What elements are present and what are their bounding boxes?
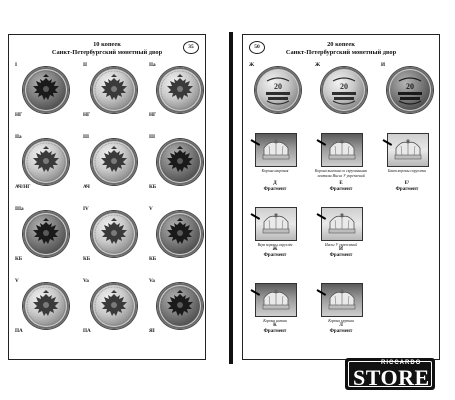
fragment-letter: Д xyxy=(273,181,277,186)
fragment-caption: Корона широкая xyxy=(261,169,289,173)
coin-image xyxy=(157,139,203,185)
fragment-label: Фрагмент xyxy=(263,187,287,192)
fragment-label: Фрагмент xyxy=(329,187,353,192)
coin-reverse-image xyxy=(387,67,433,113)
left-page-title: 10 копеек xyxy=(93,41,121,48)
coin-image xyxy=(23,283,69,329)
crown-fragment-image xyxy=(255,283,297,317)
fragment-letter: К xyxy=(273,323,277,328)
fragment-letter: Ж xyxy=(272,247,278,252)
coin-image xyxy=(23,67,69,113)
right-page-title: 20 копеек xyxy=(327,41,355,48)
crown-fragment-image xyxy=(387,133,429,167)
right-page xyxy=(242,34,440,360)
svg-text:20: 20 xyxy=(340,82,348,91)
fragment-letter: Л xyxy=(339,323,343,328)
mintmaster-mark: КБ xyxy=(83,256,91,262)
logo-main-text: STORE xyxy=(353,365,430,390)
coin-image xyxy=(157,283,203,329)
right-page-subtitle: Санкт-Петербургский монетный двор xyxy=(285,49,397,56)
coin-image xyxy=(91,283,137,329)
coin-reverse-image xyxy=(255,67,301,113)
coin-variant-label: IIa xyxy=(149,62,156,68)
coin-variant-label: III xyxy=(83,134,90,140)
logo-top-text: RICCARDO xyxy=(381,360,422,366)
svg-text:20: 20 xyxy=(406,82,414,91)
coin-image xyxy=(23,211,69,257)
fragment-caption: Корона высокая со скрученными лентами Инсиг У укреплений xyxy=(314,169,368,178)
coin-variant-label: II xyxy=(83,62,88,68)
mintmaster-mark: АЧ/НГ xyxy=(15,184,31,190)
crown-fragment-image xyxy=(321,283,363,317)
crown-fragment-image xyxy=(255,133,297,167)
coin-variant-label: Ж xyxy=(249,62,255,68)
mintmaster-mark: АЧ xyxy=(83,184,90,190)
crown-fragment-image xyxy=(255,207,297,241)
coin-image xyxy=(91,211,137,257)
fragment-label: Фрагмент xyxy=(263,253,287,258)
fragment-letter: Е xyxy=(339,181,343,186)
coin-variant-label: IIa xyxy=(15,134,22,140)
fragment-label: Фрагмент xyxy=(329,329,353,334)
fragment-caption: Корона низкая xyxy=(263,319,287,323)
mintmaster-mark: КБ xyxy=(149,256,157,262)
mintmaster-mark: ПА xyxy=(83,328,91,334)
mintmaster-mark: НГ xyxy=(15,112,23,118)
riccardo-store-logo xyxy=(345,358,435,390)
coin-image xyxy=(91,67,137,113)
coin-image xyxy=(157,67,203,113)
mintmaster-mark: ЯI xyxy=(149,328,155,334)
coin-image xyxy=(157,211,203,257)
coin-variant-label: IIIa xyxy=(15,206,24,212)
svg-text:20: 20 xyxy=(274,82,282,91)
fragment-letter: И xyxy=(339,247,343,252)
left-page-subtitle: Санкт-Петербургский монетный двор xyxy=(51,49,163,56)
fragment-caption: Инсиг У укреплений xyxy=(324,243,358,247)
coin-variant-label: И xyxy=(381,62,386,68)
left-page-number: 35 xyxy=(183,41,199,54)
fragment-caption: Бант короны скругленн xyxy=(387,169,427,173)
fragment-caption: Верх короны скруглён xyxy=(257,243,293,247)
right-page-number: 50 xyxy=(249,41,265,54)
coin-variant-label: Va xyxy=(149,278,155,284)
coin-variant-label: V xyxy=(149,206,153,212)
coin-variant-label: Ж xyxy=(315,62,321,68)
coin-variant-label: Va xyxy=(83,278,89,284)
fragment-caption: Корона крупная xyxy=(328,319,354,323)
crown-fragment-image xyxy=(321,133,363,167)
crown-fragment-image xyxy=(321,207,363,241)
coin-variant-label: III xyxy=(149,134,156,140)
mintmaster-mark: НГ xyxy=(149,112,157,118)
left-page xyxy=(8,34,206,360)
mintmaster-mark: КБ xyxy=(15,256,23,262)
fragment-label: Фрагмент xyxy=(395,187,419,192)
coin-variant-label: IV xyxy=(83,206,89,212)
coin-variant-label: I xyxy=(15,62,18,68)
mintmaster-mark: КБ xyxy=(149,184,157,190)
mintmaster-mark: ПА xyxy=(15,328,23,334)
coin-variant-label: V xyxy=(15,278,19,284)
mintmaster-mark: НГ xyxy=(83,112,91,118)
book-spine xyxy=(229,32,233,364)
fragment-label: Фрагмент xyxy=(329,253,353,258)
coin-image xyxy=(23,139,69,185)
fragment-label: Фрагмент xyxy=(263,329,287,334)
coin-reverse-image xyxy=(321,67,367,113)
fragment-letter: Е¹ xyxy=(404,181,410,186)
coin-image xyxy=(91,139,137,185)
